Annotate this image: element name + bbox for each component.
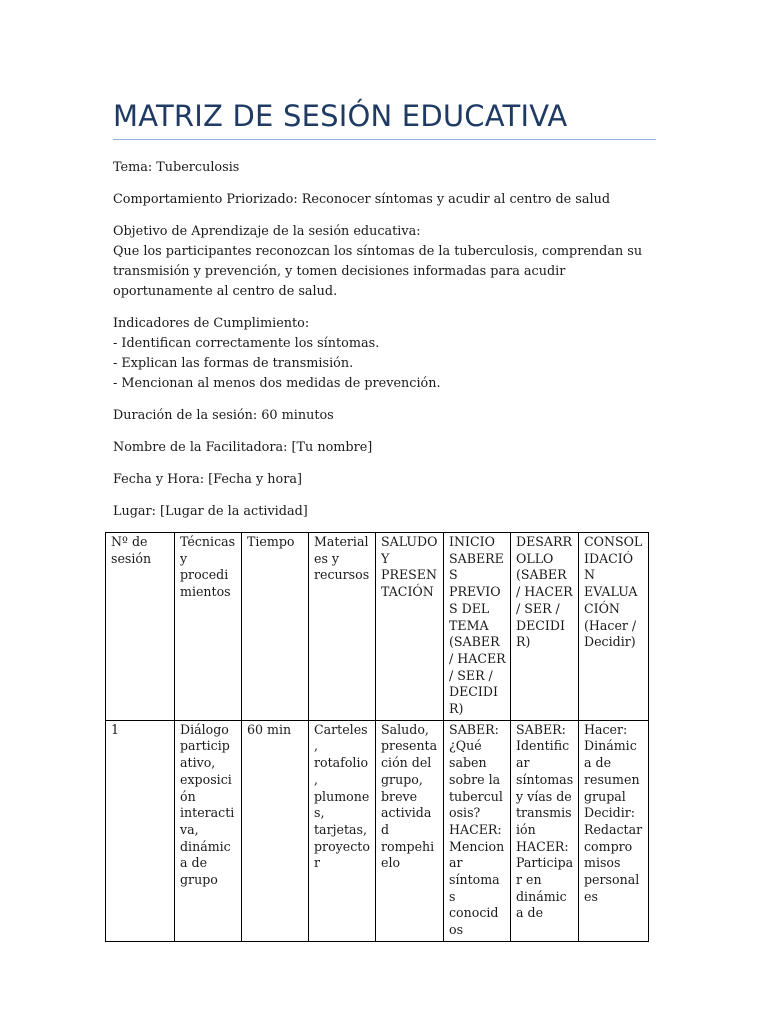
header-cell-saludo: SALUDO Y PRESENTACIÓN: [376, 533, 444, 721]
title-underline: [113, 139, 656, 140]
indicador-item: - Identifican correctamente los síntomas.: [113, 336, 380, 351]
header-cell-consolidacion: CONSOLIDACIÓN EVALUACIÓN (Hacer / Decidir): [579, 533, 649, 721]
cell-session-number: 1: [106, 720, 175, 941]
table-row: [106, 720, 649, 941]
cell-materiales: Carteles, rotafolio, plumones, tarjetas, proyector: [309, 720, 376, 941]
document-title: MATRIZ DE SESIÓN EDUCATIVA: [113, 99, 568, 133]
header-cell-desarrollo: DESARROLLO (SABER / HACER / SER / DECIDIR): [511, 533, 579, 721]
header-cell-inicio: INICIO SABERES PREVIOS DEL TEMA (SABER / HACER / SER / DECIDIR): [444, 533, 511, 721]
session-matrix-table: [105, 532, 649, 942]
table-header-row: [106, 533, 649, 721]
objetivo-block: [113, 222, 658, 302]
header-cell-tiempo: Tiempo: [242, 533, 309, 721]
header-cell-sesion: Nº de sesión: [106, 533, 175, 721]
lugar-line: Lugar: [Lugar de la actividad]: [113, 504, 308, 519]
facilitadora-line: Nombre de la Facilitadora: [Tu nombre]: [113, 440, 373, 455]
cell-tiempo: 60 min: [242, 720, 309, 941]
duracion-line: Duración de la sesión: 60 minutos: [113, 408, 334, 423]
indicadores-label: Indicadores de Cumplimiento:: [113, 316, 310, 331]
cell-saludo: Saludo, presentación del grupo, breve actividad rompehielo: [376, 720, 444, 941]
tema-line: Tema: Tuberculosis: [113, 160, 240, 175]
indicador-item: - Mencionan al menos dos medidas de prevención.: [113, 376, 441, 391]
indicadores-block: [113, 314, 658, 394]
objetivo-label: Objetivo de Aprendizaje de la sesión educativa:: [113, 224, 421, 239]
cell-consolidacion: Hacer: Dinámica de resumen grupal Decidir: Redactar compromisos personales: [579, 720, 649, 941]
fecha-line: Fecha y Hora: [Fecha y hora]: [113, 472, 302, 487]
cell-inicio: SABER: ¿Qué saben sobre la tuberculosis? HACER: Mencionar síntomas conocidos: [444, 720, 511, 941]
objetivo-text: Que los participantes reconozcan los síntomas de la tuberculosis, comprendan su transmisión y prevención, y tomen decisiones informadas para acudir oportunamente al centro de salud.: [113, 244, 643, 299]
indicador-item: - Explican las formas de transmisión.: [113, 356, 354, 371]
cell-tecnicas: Diálogo participativo, exposición interactiva, dinámica de grupo: [175, 720, 242, 941]
cell-desarrollo: SABER: Identificar síntomas y vías de transmisión HACER: Participar en dinámica de: [511, 720, 579, 941]
comportamiento-line: Comportamiento Priorizado: Reconocer síntomas y acudir al centro de salud: [113, 192, 611, 207]
header-cell-materiales: Materiales y recursos: [309, 533, 376, 721]
document-body: [113, 158, 658, 534]
header-cell-tecnicas: Técnicas y procedimientos: [175, 533, 242, 721]
